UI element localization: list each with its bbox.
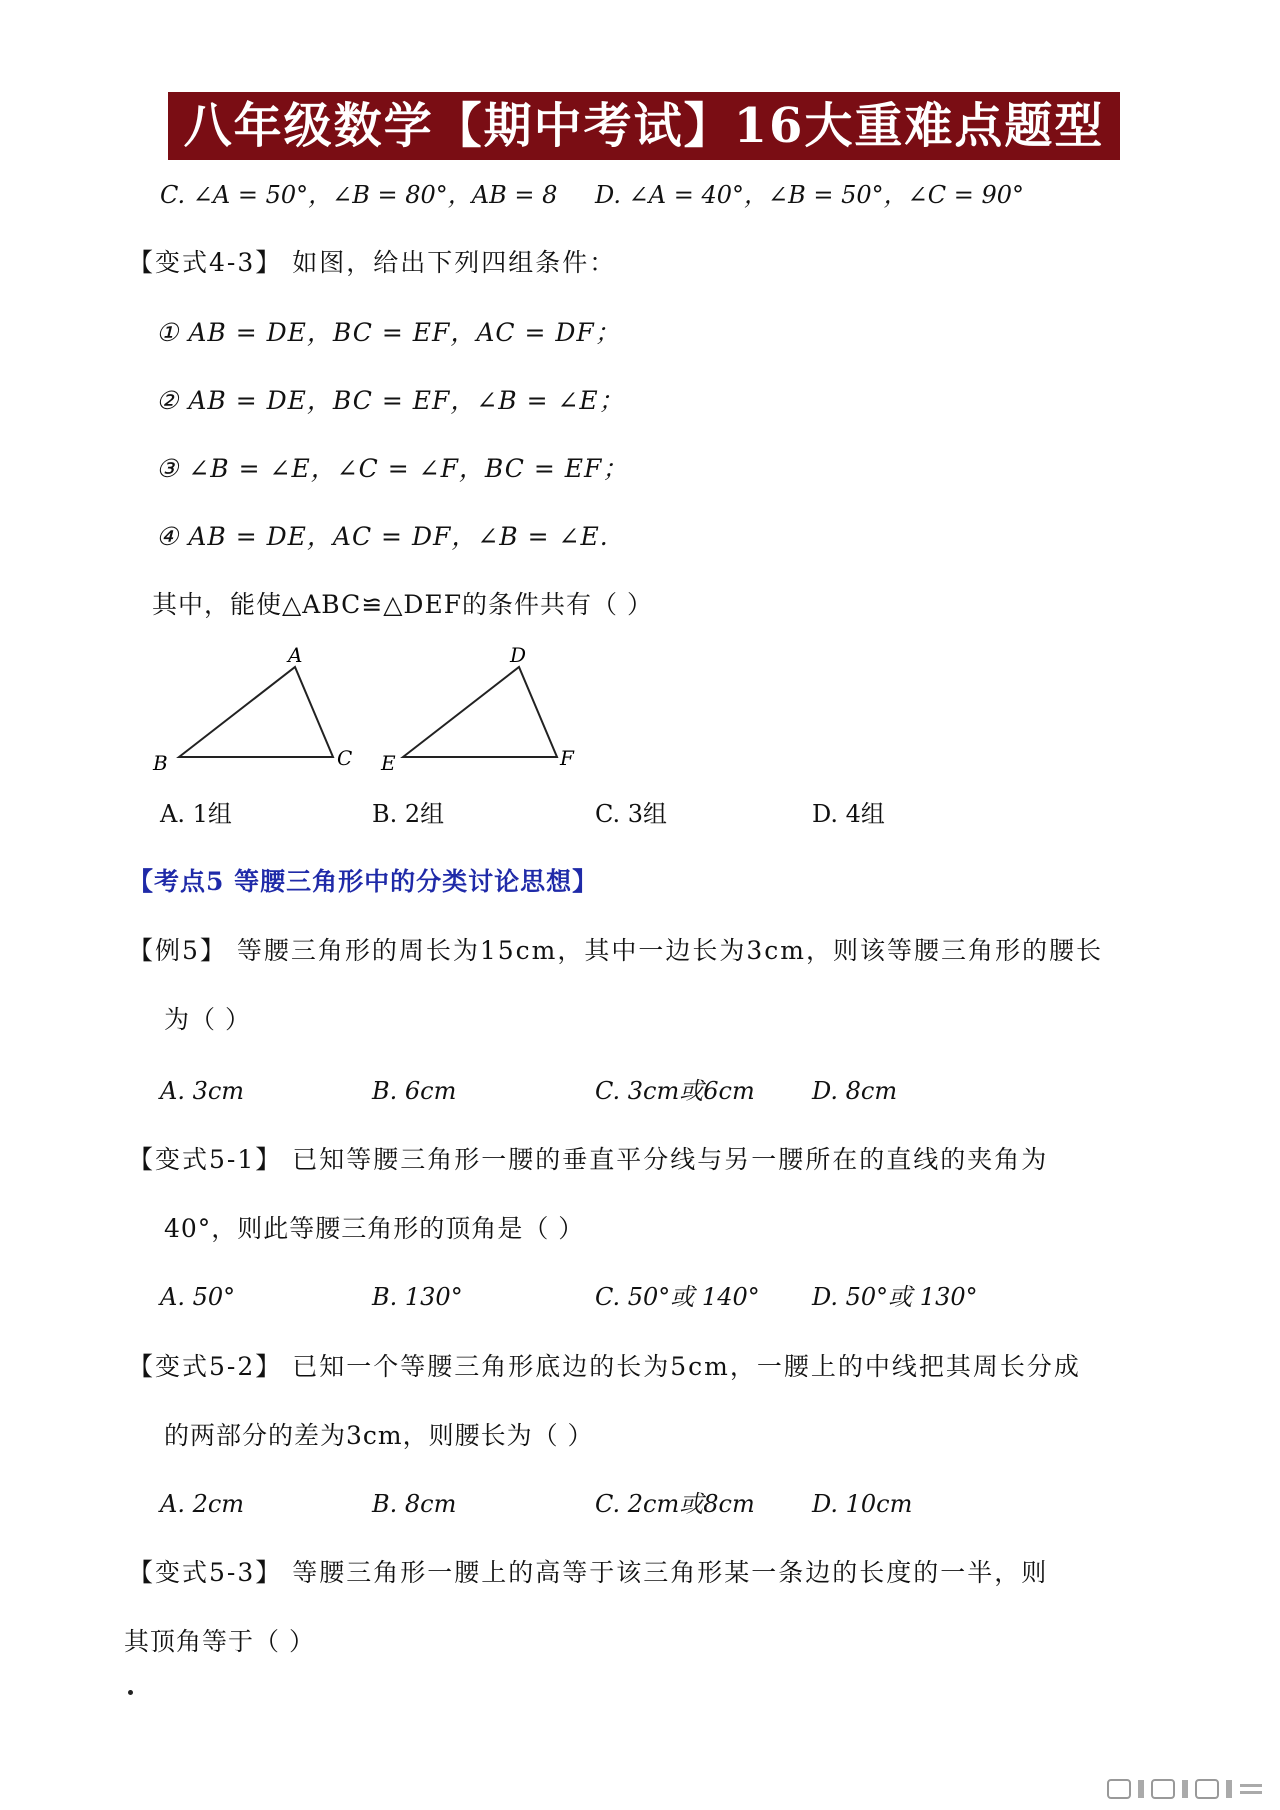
label-a: A	[288, 643, 303, 667]
question-4-3-stem: 【变式4-3】 如图，给出下列四组条件：	[128, 248, 617, 277]
ex5-option-a: A. 3cm	[160, 1077, 245, 1105]
triangle-abc	[179, 667, 333, 757]
q51-option-c: C. 50°或 140°	[595, 1283, 760, 1311]
bullet-dot	[128, 1690, 133, 1695]
question-5-1-line1: 【变式5-1】 已知等腰三角形一腰的垂直平分线与另一腰所在的直线的夹角为	[128, 1145, 1049, 1174]
q51-option-b: B. 130°	[372, 1283, 463, 1311]
q43-option-a: A. 1组	[160, 800, 232, 828]
label-d: D	[510, 643, 527, 667]
option-c-top: C. ∠A = 50°，∠B = 80°，AB = 8	[160, 181, 558, 209]
question-5-2-line2: 的两部分的差为3cm，则腰长为（ ）	[164, 1421, 594, 1450]
q51-option-a: A. 50°	[160, 1283, 236, 1311]
question-5-3-line1: 【变式5-3】 等腰三角形一腰上的高等于该三角形某一条边的长度的一半，则	[128, 1558, 1049, 1587]
section-5-heading: 【考点5 等腰三角形中的分类讨论思想】	[128, 867, 599, 896]
question-4-3-prompt: 其中，能使△ABC≌△DEF的条件共有（ ）	[152, 590, 654, 619]
label-c: C	[337, 746, 353, 770]
question-5-1-line2: 40°，则此等腰三角形的顶角是（ ）	[164, 1214, 585, 1243]
condition-4: ④ AB = DE，AC = DF，∠B = ∠E.	[156, 522, 609, 551]
q52-option-d: D. 10cm	[812, 1490, 913, 1518]
page-title: 八年级数学【期中考试】16大重难点题型	[168, 92, 1120, 160]
q43-option-c: C. 3组	[595, 800, 668, 828]
question-5-3-line2: 其顶角等于（ ）	[124, 1627, 315, 1656]
condition-3: ③ ∠B = ∠E，∠C = ∠F，BC = EF；	[156, 454, 629, 483]
q51-option-d: D. 50°或 130°	[812, 1283, 978, 1311]
watermark-icon	[1106, 1776, 1266, 1802]
ex5-option-b: B. 6cm	[372, 1077, 457, 1105]
ex5-option-d: D. 8cm	[812, 1077, 898, 1105]
q43-option-b: B. 2组	[372, 800, 445, 828]
q52-option-b: B. 8cm	[372, 1490, 457, 1518]
option-d-top: D. ∠A = 40°，∠B = 50°，∠C = 90°	[595, 181, 1025, 209]
ex5-option-c: C. 3cm或6cm	[595, 1077, 755, 1105]
example-5-line2: 为（ ）	[164, 1005, 251, 1034]
q52-option-a: A. 2cm	[160, 1490, 245, 1518]
label-f: F	[560, 746, 574, 770]
condition-2: ② AB = DE，BC = EF，∠B = ∠E；	[156, 386, 625, 415]
condition-1: ① AB = DE，BC = EF，AC = DF；	[156, 318, 621, 347]
question-5-2-line1: 【变式5-2】 已知一个等腰三角形底边的长为5cm，一腰上的中线把其周长分成	[128, 1352, 1081, 1381]
label-e: E	[381, 751, 396, 775]
triangle-figure	[145, 640, 595, 775]
label-b: B	[153, 751, 168, 775]
triangle-def	[403, 667, 557, 757]
q43-option-d: D. 4组	[812, 800, 885, 828]
example-5-line1: 【例5】 等腰三角形的周长为15cm，其中一边长为3cm，则该等腰三角形的腰长	[128, 936, 1103, 965]
q52-option-c: C. 2cm或8cm	[595, 1490, 755, 1518]
